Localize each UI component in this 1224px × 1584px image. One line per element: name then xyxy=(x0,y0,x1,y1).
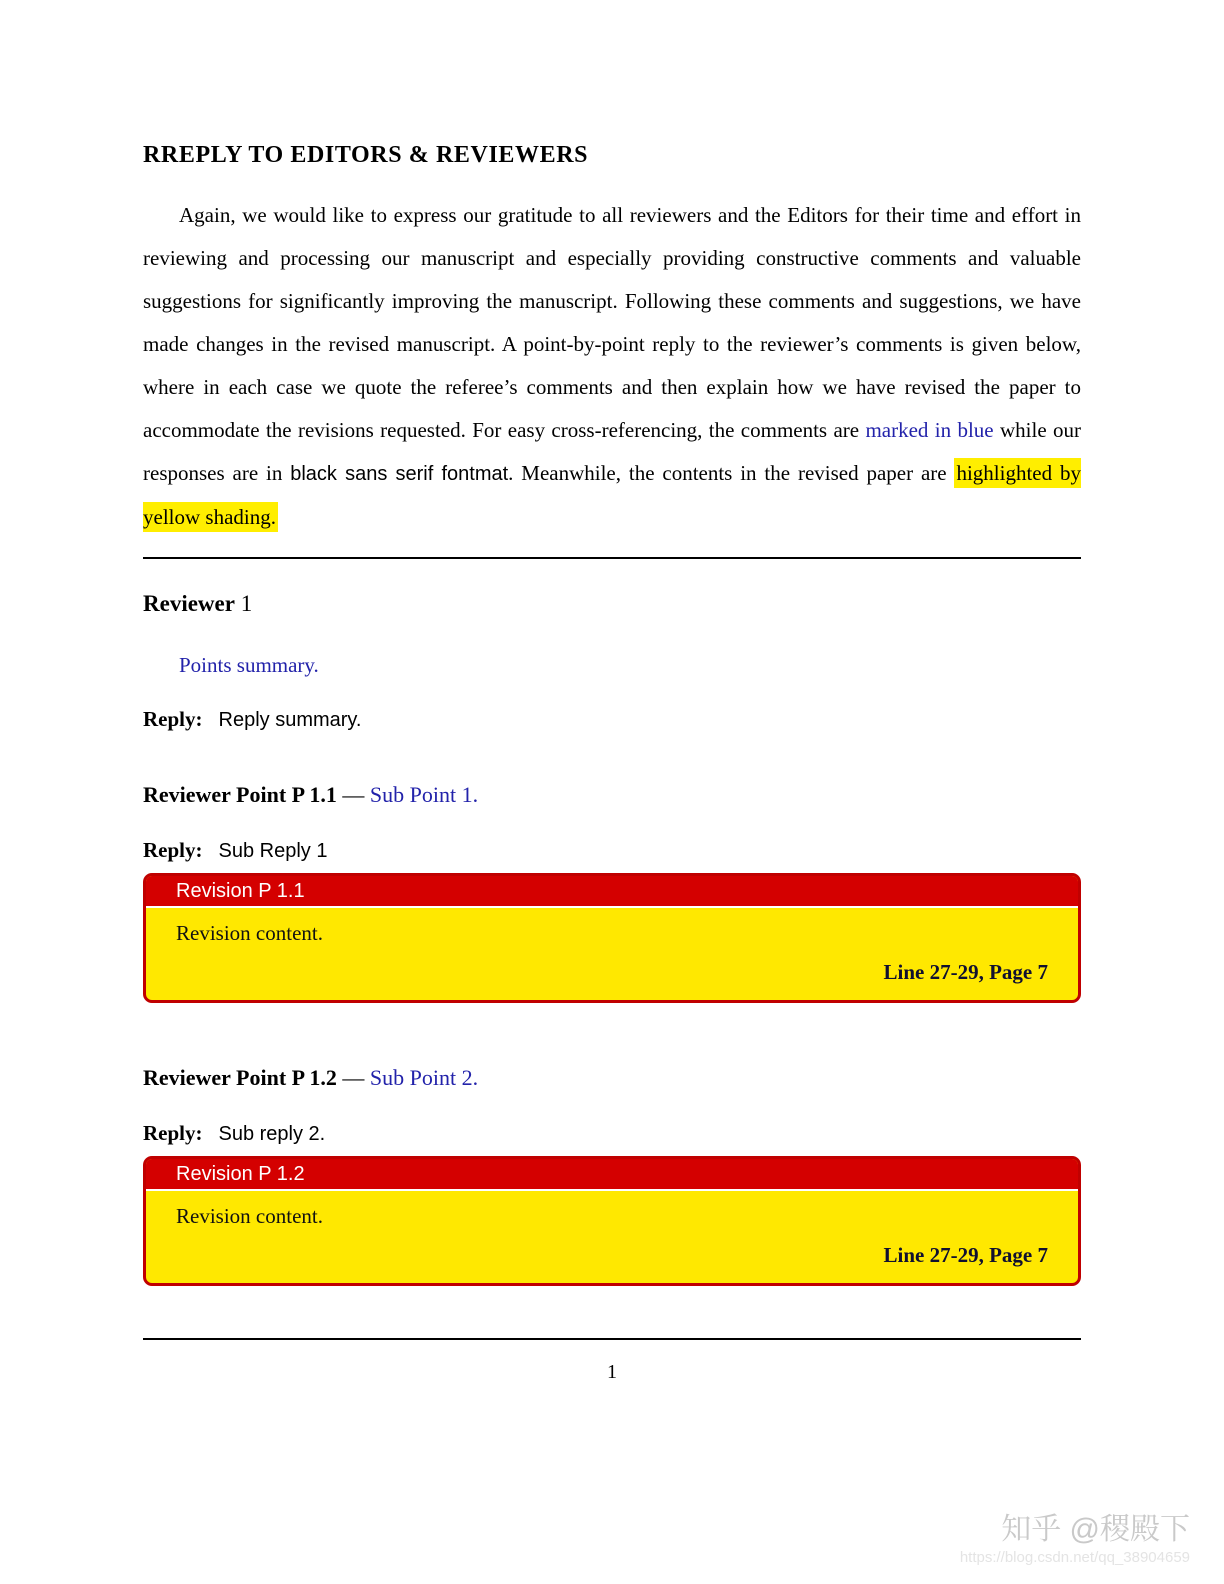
em-dash: — xyxy=(336,1065,370,1090)
watermark xyxy=(960,1512,1190,1568)
reply-text: Reply summary. xyxy=(218,709,362,731)
intro-text-3: . Meanwhile, the contents in the revised paper are xyxy=(508,461,955,485)
watermark-text: 知乎 @稷殿下 xyxy=(1001,1513,1190,1546)
point-heading-2 xyxy=(143,1063,1081,1093)
section-divider-top xyxy=(143,557,1081,559)
page-number: 1 xyxy=(607,1361,617,1383)
reviewer-heading xyxy=(143,589,1081,619)
em-dash: — xyxy=(336,782,370,807)
reply-label: Reply: xyxy=(143,707,203,731)
revision-content: Revision content. xyxy=(176,921,323,945)
revision-box-2-body xyxy=(146,1191,1078,1283)
blue-phrase: marked in blue xyxy=(865,418,994,442)
reviewer-heading-label: Reviewer xyxy=(143,591,235,616)
revision-box-2-title: Revision P 1.2 xyxy=(146,1159,1078,1191)
revision-box-1 xyxy=(143,873,1081,1003)
intro-paragraph xyxy=(143,194,1081,539)
point-heading-2-label: Reviewer Point P 1.2 xyxy=(143,1065,337,1090)
reviewer-reply-line xyxy=(143,705,1081,734)
point-heading-1 xyxy=(143,780,1081,810)
reply-label: Reply: xyxy=(143,838,203,862)
point-heading-1-label: Reviewer Point P 1.1 xyxy=(143,782,337,807)
revision-box-1-title: Revision P 1.1 xyxy=(146,876,1078,908)
reply-text: Sub Reply 1 xyxy=(218,840,328,862)
sub-point-1-text: Sub Point 1. xyxy=(369,782,479,807)
highlighted-phrase: highlighted by yellow shading. xyxy=(143,458,1081,532)
point-1-reply-line xyxy=(143,836,1081,865)
section-divider-bottom xyxy=(143,1338,1081,1340)
page-title: RREPLY TO EDITORS & REVIEWERS xyxy=(143,142,589,168)
sans-serif-phrase: black sans serif fontmat xyxy=(290,463,509,485)
watermark-url: https://blog.csdn.net/qq_38904659 xyxy=(959,1549,1190,1566)
revision-box-1-body xyxy=(146,908,1078,1000)
sub-point-2-text: Sub Point 2. xyxy=(369,1065,479,1090)
revision-line-page-ref: Line 27-29, Page 7 xyxy=(883,960,1048,984)
intro-text-2: while our responses are in xyxy=(143,418,1081,485)
reviewer-heading-number: 1 xyxy=(234,591,253,616)
revision-content: Revision content. xyxy=(176,1204,323,1228)
reply-text: Sub reply 2. xyxy=(218,1123,326,1145)
revision-box-2 xyxy=(143,1156,1081,1286)
points-summary: Points summary. xyxy=(179,653,319,677)
reply-label: Reply: xyxy=(143,1121,203,1145)
point-2-reply-line xyxy=(143,1119,1081,1148)
intro-text-1: Again, we would like to express our gratitude to all reviewers and the Editors for their time and effort in reviewing and processing our manuscript and especially providing constructive comments and valuable suggestions for significantly improving the manuscript. Following these comments and suggestions, we have made changes in the revised manuscript. A point-by-point reply to the reviewer’s comments is given below, where in each case we quote the referee’s comments and then explain how we have revised the paper to accommodate the revisions requested. For easy cross-referencing, the comments are xyxy=(143,203,1081,442)
revision-line-page-ref: Line 27-29, Page 7 xyxy=(883,1243,1048,1267)
